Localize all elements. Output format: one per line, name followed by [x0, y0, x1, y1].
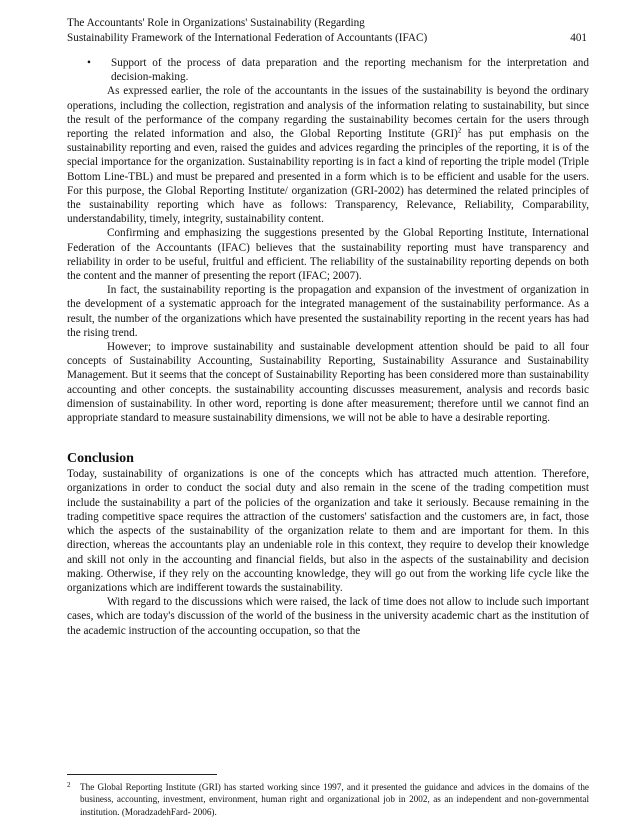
- footnote-reference: 2: [457, 126, 462, 135]
- header-title-line2: Sustainability Framework of the International Federation of Accountants (IFAC): [67, 31, 428, 44]
- bullet-item: [67, 56, 589, 84]
- paragraph-3: In fact, the sustainability reporting is the propagation and expansion of the investment of organization in the development of a systematic approach for the integrated management of the sustainability performance. As a result, the number of the organizations which have presented the sustainability reporting in the recent years has had the rising trend.: [67, 284, 589, 339]
- paragraph-1-text-a: As expressed earlier, the role of the accountants in the issues of the sustainability is beyond the ordinary operations, including the collection, registration and analysis of the information relating to sustainability, but since the result of the performance of the company regarding the sustainability becomes certain for the users through reporting the related information and also, the Global Reporting Institute (GRI): [67, 85, 589, 141]
- paragraph-2: Confirming and emphasizing the suggestions presented by the Global Reporting Institute, International Federation of the Accountants (IFAC) believes that the sustainability reporting must have transparency and reliability in order to be useful, fruitful and efficient. The reliability of the sustainability reporting depends on both the content and the manner of presenting the report (IFAC; 2007).: [67, 227, 589, 283]
- conclusion-paragraph-1: Today, sustainability of organizations is one of the concepts which has attracted much attention. Therefore, organizations in order to conduct the social duty and also remain in the scene of the trading competition must include the sustainability a part of the policies of the organization and take it seriously. Because remaining in the trading competitive space requires the attraction of the customers' satisfaction and the customers are, in fact, those which the aspects of the sustainability of the organization relate to them and are important for them. In this direction, whereas the accountants play an undeniable role in this context, they require to develop their knowledge and skill not only in the accounting and financial fields, but also in the aspects of the sustainability and decision making. Otherwise, if they rely on the accounting knowledge, they will go out from the working life cycle like the organizations which are indifferent towards the sustainability.: [67, 468, 589, 594]
- footnote-text: The Global Reporting Institute (GRI) has started working since 1997, and it presented the guidance and advices in the domains of the business, accounting, investment, environment, human right and organizational job in 2002, as an independent and non-governmental institution. (MoradzadehFard- 2006).: [80, 782, 589, 817]
- running-header: [67, 16, 589, 45]
- paragraph-1: [67, 84, 589, 226]
- paragraph-1-text-b: has put emphasis on the sustainability reporting and even, raised the guides and advices regarding the principles of the reporting, it is of the special importance for the organization. Sustainability reporting is in fact a kind of reporting the triple model (Triple Bottom Line-TBL) and must be prepared and presented in a form which is to be efficient and usable for the users. For this purpose, the Global Reporting Institute/ organization (GRI-2002) has determined the related principles of the sustainability reporting which have as follows: Transparency, Relevance, Reliability, Comparability, understandability, timely, integrity, sustainability content.: [67, 128, 589, 226]
- footnote-mark: 2: [67, 781, 71, 789]
- conclusion-heading: Conclusion: [67, 451, 134, 467]
- bullet-marker: •: [87, 57, 91, 69]
- footnote-divider: [67, 774, 217, 775]
- page-content: [67, 16, 589, 638]
- footnote: [67, 781, 589, 818]
- page-number: 401: [570, 31, 587, 44]
- header-title-line1: The Accountants' Role in Organizations' Sustainability (Regarding: [67, 17, 365, 29]
- bullet-text: Support of the process of data preparation and the reporting mechanism for the interpretation and decision-making.: [111, 57, 589, 84]
- conclusion-paragraph-2: With regard to the discussions which were raised, the lack of time does not allow to include such important cases, which are today's discussion of the world of the business in the university academic chart as the institution of the academic instruction of the accounting occupation, so that the: [67, 596, 589, 637]
- paragraph-4: However; to improve sustainability and sustainable development attention should be paid to all four concepts of Sustainability Accounting, Sustainability Reporting, Sustainability Assurance and Sustainability Management. But it seems that the concept of Sustainability Reporting has been considered more than sustainability accounting and other concepts. the sustainability accounting discusses measurement, analysis and records basic dimension of sustainability. In other word, reporting is done after measurement; therefore until we cannot find an appropriate standard to measure sustainability dimensions, we will not be able to have a desirable reporting.: [67, 341, 589, 425]
